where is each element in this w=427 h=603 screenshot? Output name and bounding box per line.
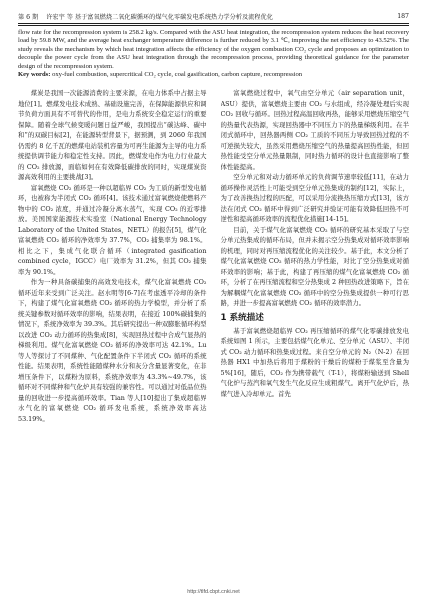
header-rule-thick (18, 23, 409, 24)
keywords-label: Key words: (18, 71, 51, 79)
footer-watermark: http://tlfd.cbpt.cnki.net (187, 589, 240, 595)
abstract-body: flow rate for the recompression system is 258.2 kg/s. Compared with the ASU heat integration, the recompression system reduces the heat recovery load by 59.8 MW, and the average heat exchanger temperature difference is further reduced by 3.1 ℃, improving the net efficiency to 43.52%. The study reveals the mechanism by which heat integration affects the efficiency of the oxygen combustion CO₂ cycle and proposes an optimization to decouple the power cycle from the ASU heat integration through the recompression process, providing theoretical guidance for the parameter design of the recompression system. (18, 29, 409, 70)
paragraph: 煤炭是我国一次能源消费的主要来源，在电力体系中占据主导地位[1]。燃煤发电技术成熟、基础设施完善，在保障能源供应和调节负荷方面具有不可替代的作用，是电力系统安全稳定运行的重要保障。随着全球气候变暖问题日益严峻，我国提出“碳达峰、碳中和”的双碳目标[2]，在能源转型背景下，据预测，到 2060 年我国仍需约 8 亿千瓦的燃煤电站装机容量为可再生能源为主导的电力系统提供调节能力和稳定性支持。因此，燃煤发电作为电力行业最大的 CO₂ 排放源，面临如何在有效降低碳排放的同时，实现煤炭资源高效利用的主要挑战[3]。 (18, 89, 207, 181)
paragraph: 基于富氧燃烧超临界 CO₂ 再压缩循环的煤气化零碳排放发电系统如图 1 所示，主要包括煤气化单元、空分单元（ASU）、半闭式 CO₂ 动力循环和热集成过程。来自空分单元的 N₂（N-2）在回热器 HX1 中加热后将用于煤粉的干燥后的煤粉于煤浆至含量为 5%[16]，随后，CO₂ 作为携带载气（T-1），将煤粉输送到 Shell 气化炉与蒸汽和氧气发生气化反应生成粗煤气。离开气化炉后，热煤气进入冷却单元。首先 (220, 326, 409, 398)
left-column (18, 88, 207, 581)
running-title: 许宏宇 等 基于富氧燃烧二氧化碳循环的煤气化零碳发电系统热力学分析及流程优化 (46, 13, 273, 21)
issue-number: 第 6 期 (18, 13, 39, 21)
page-header (18, 10, 409, 22)
right-column (221, 88, 410, 581)
keywords-line (18, 71, 409, 79)
paragraph: 空分单元和对动力循环单元的负荷调节速率较低[11]，在动力循环操作灵活性上可能受到空分单元热集成的制约[12]，实际上，为了改善换热过程的匹配，可以采用分流换热压缩方式[13]，该方法在闭式 CO₂ 循环中得到广泛研究并验证可能有效降低回热不可逆性和提高循环效率的流程优化措施[14-15]。 (220, 173, 409, 223)
paragraph: 富氧燃烧 CO₂ 循环是一种以超临界 CO₂ 为工质的新型发电循环，也被称为半闭式 CO₂ 循环[4]。该技术通过富氧燃烧使燃料产物中的 CO₂ 浓度，并通过冷凝分离水蒸气，实现 CO₂ 的近零排放。美国国家能源技术实验室（National Energy Technology Laboratory of the United States，NETL）的报告[5]，煤气化富氧燃烧 CO₂ 循环的净效率为 37.7%，CO₂ 捕集率为 98.1%。相比之下，集成气化联合循环（integrated gasification combined cycle，IGCC）电厂效率为 31.2%，但其 CO₂ 捕集率为 90.1%。 (18, 183, 207, 276)
body-columns (18, 88, 409, 581)
header-rule-thin (18, 25, 409, 26)
page-number: 187 (397, 12, 409, 20)
section-heading: 1 系统描述 (220, 312, 264, 323)
paragraph: 目前，关于煤气化富氧燃烧 CO₂ 循环的研究基本采取了与空分单元热集成的循环布局，但并未揭示空分热集成对循环效率影响的机理，同时对再压缩流程优化的关注较少。基于此，本文分析了煤气化富氧燃烧 CO₂ 循环的热力学性能，对比了空分热集成对循环效率的影响；基于此，构建了再压缩的煤气化富氧燃烧 CO₂ 循环，分析了在再压缩流程和空分热集成 2 种回热改进策略下，旨在为解耦煤气化富氧燃烧 CO₂ 循环中的空分热集成提供一种可行思路，并进一步提高富氧燃烧 CO₂ 循环的效率潜力。 (220, 225, 409, 307)
paragraph: 富氧燃烧过程中，氧气由空分单元（air separation unit，ASU）提供，富氧燃烧主要由 CO₂ 与水组成，经冷凝处理后实现 CO₂ 回收与循环。回热过程高温回收再热，能够采用燃烧压缩空气的热量代表热源，实现回热器中不同压力下的热量梯级利用。在半闭式循环中，回热器两侧 CO₂ 工质的不同压力导致回热过程的不可逆损失较大，虽然采用燃烧压缩空气的热量提高回热性能，但回热性能受空分单元热量限制，同时热力循环的设计也直接影响了整体性能提高。 (220, 89, 409, 171)
english-abstract (18, 29, 409, 79)
keywords-text: oxy-fuel combustion, supercritical CO₂ cycle, coal gasification, carbon capture, recompression (52, 71, 303, 79)
paragraph: 作为一种具备碳捕集的高效发电技术，煤气化富氧燃烧 CO₂ 循环近年来受到广泛关注。赵水明等[6-7]在考虑透平冷却的条件下，构建了煤气化富氧燃烧 CO₂ 循环的热力学模型，并分析了系统关键参数对循环效率的影响，结果表明，在接近 100%碳捕集的情况下，系统净效率为 39.3%。其后研究提出一种双膨胀循环构型以改进 CO₂ 动力循环的热集成[8]，实现回热过程中合成气显热的梯级利用。煤气化富氧燃烧 CO₂ 循环的净效率可达 42.1%。Lu 等人等探讨了不同煤种、气化配置条件下半闭式 CO₂ 循环的系统性能。结果表明，系统性能随煤种水分和灰分含量显著变化，在非增压条件下，以煤粉为原料，系统净效率为 43.3%~49.7%，该循环对不同煤种和气化炉具有较强的兼容性。可以通过对低品位热量的回收进一步提高循环效率。Tian 等人[10]提出了集成超临界水气化的富氧燃烧 CO₂ 循环发电系统，系统净效率高达 53.19%。 (18, 278, 207, 423)
